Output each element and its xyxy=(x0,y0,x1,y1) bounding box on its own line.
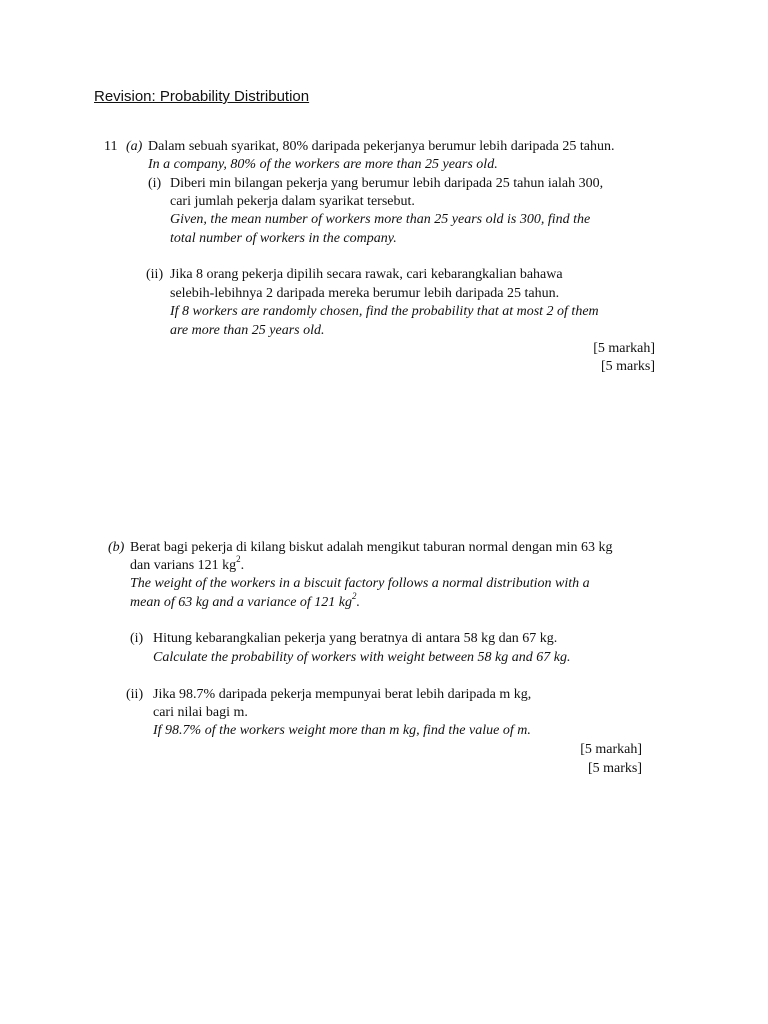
part-a-ii-english-line2: are more than 25 years old. xyxy=(170,323,325,338)
part-a-ii-malay-line2: selebih-lebihnya 2 daripada mereka berumur lebih daripada 25 tahun. xyxy=(170,286,560,301)
part-a-i-english-line2: total number of workers in the company. xyxy=(170,231,397,246)
part-a-i-english-line1: Given, the mean number of workers more than 25 years old is 300, find the xyxy=(170,212,591,227)
part-b-i-english: Calculate the probability of workers with weight between 58 kg and 67 kg. xyxy=(153,650,571,665)
part-a-ii-malay-line1: Jika 8 orang pekerja dipilih secara rawak, cari kebarangkalian bahawa xyxy=(170,267,563,282)
part-a-stem-malay: Dalam sebuah syarikat, 80% daripada pekerjanya berumur lebih daripada 25 tahun. xyxy=(148,139,615,154)
part-b-stem-malay-line1: Berat bagi pekerja di kilang biskut adalah mengikut taburan normal dengan min 63 kg xyxy=(130,540,613,555)
part-b-stem-english-line2: mean of 63 kg and a variance of 121 $kg^2$. xyxy=(130,591,361,610)
part-b-i-malay: Hitung kebarangkalian pekerja yang beratnya di antara 58 kg dan 67 kg. xyxy=(153,631,558,646)
part-b-ii-english: If 98.7% of the workers weight more than m kg, find the value of m. xyxy=(153,723,531,738)
question-number: 11 xyxy=(104,139,118,154)
part-a-marks-english: [5 marks] xyxy=(600,359,655,374)
part-b-label: (b) xyxy=(108,540,125,555)
part-a-marks-malay: [5 markah] xyxy=(593,341,655,356)
part-a-label: (a) xyxy=(126,139,143,154)
part-b-ii-malay-line1: Jika 98.7% daripada pekerja mempunyai berat lebih daripada m kg, xyxy=(153,687,532,702)
part-a-i-label: (i) xyxy=(148,176,162,191)
part-b-ii-label: (ii) xyxy=(126,687,144,702)
part-b-marks-malay: [5 markah] xyxy=(580,742,642,757)
part-b-stem-english-line1: The weight of the workers in a biscuit factory follows a normal distribution with a xyxy=(130,576,590,591)
part-b-marks-english: [5 marks] xyxy=(587,761,642,776)
superscript: 2 xyxy=(236,554,241,565)
part-a-stem-english: In a company, 80% of the workers are more than 25 years old. xyxy=(148,157,498,172)
part-a-ii-english-line1: If 8 workers are randomly chosen, find the probability that at most 2 of them xyxy=(170,304,599,319)
superscript: 2 xyxy=(352,591,357,602)
part-a-ii-label: (ii) xyxy=(146,267,164,282)
page-title: Revision: Probability Distribution xyxy=(94,88,310,105)
part-b-i-label: (i) xyxy=(130,631,144,646)
part-a-i-malay-line1: Diberi min bilangan pekerja yang berumur lebih daripada 25 tahun ialah 300, xyxy=(170,176,604,191)
part-b-stem-malay-line2: dan varians 121 $kg^2$. xyxy=(130,554,245,573)
part-a-i-malay-line2: cari jumlah pekerja dalam syarikat tersebut. xyxy=(170,194,415,209)
part-b-ii-malay-line2: cari nilai bagi m. xyxy=(153,705,248,720)
